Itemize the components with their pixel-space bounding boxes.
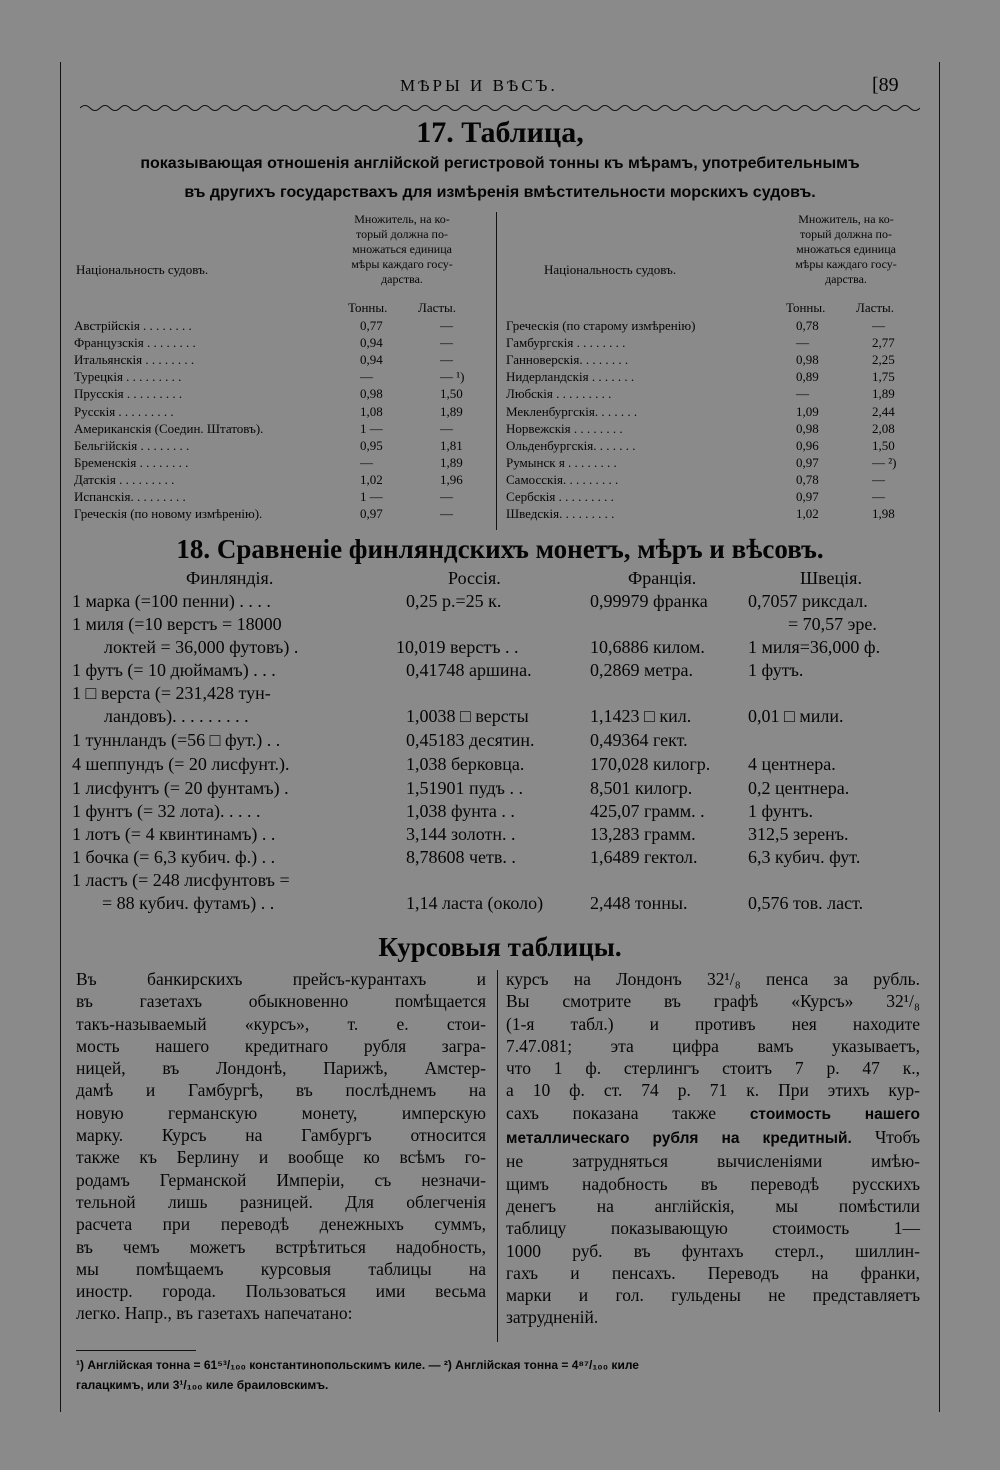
text-line: марку. Курсъ на Гамбургъ относится [76, 1125, 486, 1146]
tons-cell: 1,08 [360, 403, 383, 419]
table18-cell: 1 марка (=100 пенни) . . . . [72, 591, 271, 611]
nationality-cell: Бременскія . . . . . . . . [74, 454, 189, 470]
lasts-cell: 1,81 [440, 437, 463, 453]
tons-cell: 0,89 [796, 369, 819, 385]
table18-cell: 10,6886 килом. [590, 637, 705, 657]
text-line: Въ банкирскихъ прейсъ-курантахъ и [76, 969, 486, 989]
table18-cell: 0,49364 гект. [590, 730, 688, 750]
table17-subtitle-1: показывающая отношенія англійской регистровой тонны къ мѣрамъ, употребительнымъ [140, 155, 860, 172]
text-line [506, 1102, 920, 1126]
tons-cell: 0,96 [796, 437, 819, 453]
text-line: легко. Напр., въ газетахъ напечатано: [76, 1303, 353, 1324]
table18-cell: 1 миля=36,000 ф. [748, 637, 881, 657]
tons-cell: 0,94 [360, 335, 383, 351]
text-line: а 10 ф. ст. 74 р. 71 к. При этихъ кур- [506, 1080, 920, 1101]
text-line: иностр. города. Пользоваться ими весьма [76, 1281, 486, 1302]
table17-row [74, 472, 514, 489]
text-fragment: сахъ показана также [506, 1102, 717, 1123]
table18-cell: 1 □ верста (= 231,428 тун- [72, 683, 271, 703]
text-line: расчета при переводѣ денежныхъ суммъ, [76, 1214, 486, 1235]
nationality-cell: Прусскія . . . . . . . . . [74, 386, 183, 402]
nationality-cell: Испанскія. . . . . . . . . [74, 489, 186, 504]
nationality-cell: Греческія (по новому измѣренію). [74, 506, 263, 522]
lasts-cell: 1,89 [440, 454, 463, 470]
table18-title: 18. Сравненіе финляндскихъ монетъ, мѣръ и вѣсовъ. [176, 534, 824, 564]
nationality-cell: Ганноверскія. . . . . . . . [506, 352, 629, 368]
footnote-1: ¹) Англійская тонна = 61⁵³/₁₀₀ константинопольскимъ киле. — ²) Англійская тонна = 4⁸⁷/₁₀₀ киле [76, 1358, 639, 1372]
table18-cell: 3,144 золотн. . [406, 824, 516, 844]
table18-cell: 1 ластъ (= 248 лисфунтовъ = [72, 870, 290, 890]
table18-header-france: Франція. [628, 568, 697, 588]
table17-row [74, 404, 514, 421]
table18-cell: 425,07 грамм. . [590, 801, 705, 821]
text-line: мость нашего кредитнаго рубля загра- [76, 1035, 486, 1056]
table18-cell: 10,019 верстъ . . [396, 637, 519, 657]
lasts-cell: 1,96 [440, 471, 463, 487]
nationality-cell: Сербскія . . . . . . . . . [506, 489, 614, 504]
table18-cell: 1,6489 гектол. [590, 847, 698, 867]
table18-cell: 1 миля (=10 верстъ = 18000 [72, 614, 282, 634]
table17-row [506, 386, 946, 403]
tons-cell: 0,97 [796, 454, 819, 470]
table18-cell: 170,028 килогр. [590, 754, 711, 774]
table17-title: 17. Таблица, [416, 116, 584, 149]
running-header: МѢРЫ И ВѢСЪ. [400, 76, 558, 95]
lasts-cell: 1,98 [872, 506, 895, 522]
lasts-cell: 2,25 [872, 352, 895, 368]
table18-cell: 1,14 ласта (около) [406, 893, 544, 913]
table17-row [74, 335, 514, 352]
nationality-cell: Нидерландскія . . . . . . . [506, 369, 635, 385]
nationality-cell: Американскія (Соедин. Штатовъ). [74, 420, 264, 436]
table18-cell: = 88 кубич. футамъ) . . [102, 893, 275, 913]
table18-cell: = 70,57 эре. [788, 614, 877, 634]
footnote-2: галацкимъ, или 3¹/₁₀₀ киле браиловскимъ. [76, 1378, 329, 1392]
text-line: марки и гол. гульдены не представляетъ [506, 1285, 920, 1306]
lasts-cell: — ¹) [440, 369, 465, 385]
text-line: не затрудняться вычисленіями имѣю- [506, 1151, 920, 1172]
table17-row [506, 335, 946, 352]
table18-cell: 0,01 □ мили. [748, 706, 844, 726]
nationality-cell: Греческія (по старому измѣренію) [506, 318, 696, 333]
table18-header-finland: Финляндія. [186, 568, 274, 588]
tons-cell: — [796, 386, 809, 402]
table17-row [506, 506, 946, 523]
table18-header-sweden: Швеція. [800, 568, 862, 588]
lasts-cell: — [440, 318, 453, 333]
table18-cell: 0,2 центнера. [748, 778, 850, 798]
table18-cell: 0,7057 риксдал. [748, 591, 868, 611]
text-line: щимъ надобность въ переводѣ русскихъ [506, 1173, 920, 1194]
text-line: 7.47.081; эта цифра вамъ указываетъ, [506, 1035, 920, 1056]
table17-row [506, 318, 946, 335]
table17-row [74, 506, 514, 523]
tons-cell: 0,78 [796, 471, 819, 487]
table18-cell: 1,1423 □ кил. [590, 706, 692, 726]
table18-cell: 4 центнера. [748, 754, 836, 774]
text-line: также къ Берлину и вообще ко всѣмъ го- [76, 1147, 486, 1168]
text-line: гахъ и пенсахъ. Переводъ на франки, [506, 1262, 920, 1283]
table18-cell: 1 бочка (= 6,3 кубич. ф.) . . [72, 847, 276, 867]
lasts-cell: 1,50 [440, 386, 463, 402]
text-line: денегъ на англійскія, мы помѣстили [506, 1195, 920, 1216]
table18-cell: 1,0038 □ версты [406, 706, 529, 726]
text-line: (1-я табл.) и противъ нея находите [506, 1013, 920, 1034]
tons-cell: 0,98 [796, 420, 819, 436]
table18-cell: 0,2869 метра. [590, 660, 693, 680]
lasts-cell: 1,50 [872, 437, 895, 453]
table17-row [74, 369, 514, 386]
table17-subtitle-2: въ другихъ государствахъ для измѣренія вмѣстительности морскихъ судовъ. [184, 184, 816, 201]
text-line: тельной лишь разницей. Для облегченія [76, 1191, 486, 1212]
table18-cell: 1 фунтъ (= 32 лота). . . . . [72, 801, 261, 821]
table18-cell: 13,283 грамм. [590, 824, 696, 844]
tons-cell: — [360, 369, 373, 385]
bold-phrase: стоимость нашего [749, 1105, 920, 1123]
text-line: новую германскую монету, имперскую [76, 1102, 486, 1123]
nationality-cell: Французскія . . . . . . . . [74, 335, 196, 351]
nationality-cell: Румынск я . . . . . . . . [506, 454, 617, 470]
lasts-cell: 1,75 [872, 369, 895, 385]
text-line: мы помѣщаемъ курсовыя таблицы на [76, 1258, 486, 1279]
table18-cell: 1,038 берковца. [406, 754, 525, 774]
table18-cell: 6,3 кубич. фут. [748, 847, 861, 867]
table18-cell: 8,501 килогр. [590, 778, 693, 798]
table18-cell: 0,41748 аршина. [406, 660, 532, 680]
table18-cell: 0,45183 десятин. [406, 730, 535, 750]
right-units-header: Тонны. Ласты. [786, 300, 895, 315]
lasts-cell: — [872, 318, 885, 333]
table17-row [74, 352, 514, 369]
table17-row [506, 352, 946, 369]
column-divider [497, 970, 498, 1342]
table18-cell: 4 шеппундъ (= 20 лисфунт.). [72, 754, 290, 774]
tons-cell: 0,94 [360, 352, 383, 368]
right-nationality-header: Національность судовъ. [544, 262, 677, 277]
table18-cell: 312,5 зеренъ. [748, 824, 849, 844]
tons-cell: — [796, 335, 809, 351]
table18-cell: 1 футъ (= 10 дюймамъ) . . . [72, 660, 276, 680]
lasts-cell: 2,08 [872, 420, 895, 436]
lasts-cell: 1,89 [872, 386, 895, 402]
table18-cell: 1,51901 пудъ . . [406, 778, 523, 798]
table18-cell: 1 лисфунтъ (= 20 фунтамъ) . [72, 778, 289, 798]
bold-phrase: металлическаго рубля на кредитный. [506, 1130, 852, 1148]
table18-cell: 1 футъ. [748, 660, 804, 680]
tons-cell: 0,78 [796, 318, 819, 333]
text-line: затрудненій. [506, 1307, 599, 1328]
tons-cell: 1 — [360, 420, 383, 436]
tons-cell: 0,98 [360, 386, 383, 402]
text-line: что 1 ф. стерлингъ стоитъ 7 р. 47 к., [506, 1058, 920, 1079]
tons-cell: 1,02 [360, 471, 383, 487]
nationality-cell: Ольденбургскія. . . . . . . [506, 437, 636, 453]
lasts-cell: — [440, 335, 453, 351]
page-number: [89 [872, 74, 899, 96]
table17-row [506, 472, 946, 489]
right-multiplier-header: Множитель, на ко- торый должна по- множаться единица мѣры каждаго госу- дарства. [795, 212, 897, 286]
nationality-cell: Гамбургскія . . . . . . . . [506, 335, 626, 351]
footnote-rule [76, 1350, 196, 1351]
lasts-cell: — [872, 489, 885, 504]
text-line: ницей, въ Лондонѣ, Парижѣ, Амстер- [76, 1058, 486, 1079]
lasts-cell: 2,77 [872, 335, 895, 351]
nationality-cell: Бельгійскія . . . . . . . . [74, 437, 190, 453]
table18-cell: 0,576 тов. ласт. [748, 893, 864, 913]
text-line: такъ-называемый «курсъ», т. е. стои- [76, 1013, 486, 1034]
nationality-cell: Самосскія. . . . . . . . . [506, 471, 619, 487]
table17-row [506, 421, 946, 438]
table18-cell: ландовъ). . . . . . . . . [104, 706, 249, 726]
tons-cell: 1,02 [796, 506, 819, 522]
kursy-right-column [506, 968, 920, 1329]
left-nationality-header: Національность судовъ. [76, 262, 209, 277]
nationality-cell: Любскія . . . . . . . . . [506, 386, 612, 402]
text-line: родамъ Германской Имперіи, съ незначи- [76, 1169, 486, 1190]
nationality-cell: Турецкія . . . . . . . . . [74, 369, 182, 385]
nationality-cell: Шведскія. . . . . . . . . [506, 506, 615, 522]
lasts-cell: 2,44 [872, 403, 895, 419]
lasts-cell: 1,89 [440, 403, 463, 419]
tons-cell: 0,77 [360, 318, 383, 333]
nationality-cell: Итальянскія . . . . . . . . [74, 352, 195, 368]
text-line [506, 1126, 920, 1150]
table18-cell: 2,448 тонны. [590, 893, 688, 913]
text-line: 1000 руб. въ фунтахъ стерл., шиллин- [506, 1240, 920, 1261]
nationality-cell: Мекленбургскія. . . . . . . [506, 403, 638, 419]
lasts-cell: — [440, 489, 453, 504]
table17-row [74, 489, 514, 506]
table18-cell: 1,038 фунта . . [406, 801, 515, 821]
table17-row [506, 455, 946, 472]
table18-cell: 0,25 р.=25 к. [406, 591, 502, 611]
left-units-header: Тонны. Ласты. [348, 300, 457, 315]
wavy-rule [80, 103, 920, 113]
table17-row [74, 421, 514, 438]
table18-header-russia: Россія. [448, 568, 501, 588]
text-fragment: Чтобъ [874, 1127, 920, 1148]
table17-row [506, 404, 946, 421]
tons-cell: 0,97 [796, 489, 819, 504]
table17-row [74, 318, 514, 335]
table17-row [506, 438, 946, 455]
tons-cell: 1 — [360, 489, 383, 504]
table18-cell: локтей = 36,000 футовъ) . [104, 637, 299, 657]
nationality-cell: Австрійскія . . . . . . . . [74, 318, 192, 333]
nationality-cell: Датскія . . . . . . . . . [74, 471, 175, 487]
table18-cell: 8,78608 четв. . [406, 847, 516, 867]
table18-cell: 0,99979 франка [590, 591, 708, 611]
lasts-cell: — ²) [872, 454, 897, 470]
text-line: въ газетахъ обыкновенно помѣщается [76, 991, 486, 1012]
lasts-cell: — [440, 352, 453, 368]
nationality-cell: Русскія . . . . . . . . . [74, 403, 174, 419]
kursy-title: Курсовыя таблицы. [378, 932, 622, 962]
table18-cell: 1 фунтъ. [748, 801, 814, 821]
text-line: дамѣ и Гамбургѣ, въ послѣднемъ на [76, 1080, 486, 1101]
lasts-cell: — [440, 420, 453, 436]
tons-cell: 1,09 [796, 403, 819, 419]
table17-row [74, 386, 514, 403]
table17-row [506, 369, 946, 386]
kursy-left-column [76, 968, 486, 1325]
tons-cell: 0,95 [360, 437, 383, 453]
tons-cell: 0,98 [796, 352, 819, 368]
table17-row [74, 438, 514, 455]
left-multiplier-header: Множитель, на ко- торый должна по- множаться единица мѣры каждаго госу- дарства. [351, 212, 453, 286]
tons-cell: 0,97 [360, 506, 383, 522]
text-line: Вы смотрите въ графѣ «Курсъ» 32¹/₈ [506, 991, 920, 1012]
text-line: курсъ на Лондонъ 32¹/₈ пенса за рубль. [506, 969, 920, 989]
table18-cell: 1 туннландъ (=56 □ фут.) . . [72, 730, 281, 750]
lasts-cell: — [440, 506, 453, 522]
text-line: таблицу показывающую стоимость 1— [506, 1218, 920, 1239]
table17-row [74, 455, 514, 472]
table17-row [506, 489, 946, 506]
nationality-cell: Норвежскія . . . . . . . . [506, 420, 623, 436]
table18-cell: 1 лотъ (= 4 квинтинамъ) . . [72, 824, 276, 844]
text-line: въ чемъ можетъ встрѣтиться надобность, [76, 1236, 486, 1257]
tons-cell: — [360, 454, 373, 470]
lasts-cell: — [872, 471, 885, 487]
